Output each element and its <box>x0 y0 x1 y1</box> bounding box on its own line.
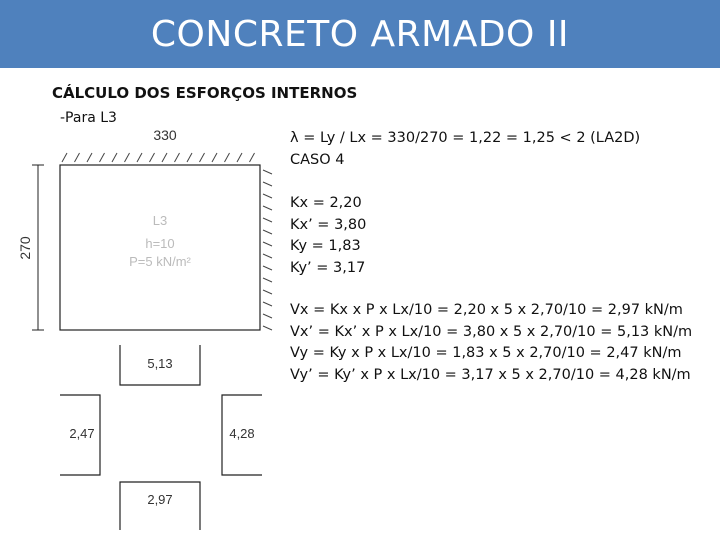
caso-line: CASO 4 <box>290 151 345 168</box>
slab-name: L3 <box>152 213 168 228</box>
page-title: CONCRETO ARMADO II <box>150 13 570 55</box>
hatch-line <box>125 153 130 162</box>
reactions-block <box>290 300 692 386</box>
hatch-line <box>263 278 272 282</box>
moment-right-value: 4,28 <box>229 426 255 441</box>
moment-left-value: 2,47 <box>69 426 95 441</box>
lambda-line: λ = Ly / Lx = 330/270 = 1,22 = 1,25 < 2 (LA2D) <box>290 130 641 146</box>
hatch-line <box>237 153 242 162</box>
coefficients-block <box>290 193 366 279</box>
hatch-line <box>187 153 192 162</box>
hatch-line <box>263 314 272 318</box>
coef-ky: Ky = 1,83 <box>290 238 361 254</box>
reaction-vy-prime: Vy’ = Ky’ x P x Lx/10 = 3,17 x 5 x 2,70/10 = 4,28 kN/m <box>290 366 691 383</box>
dim-left-label: 270 <box>17 236 33 260</box>
coef-ky-prime: Ky’ = 3,17 <box>290 259 366 276</box>
hatch-line <box>263 254 272 258</box>
hatch-line <box>263 302 272 306</box>
hatch-line <box>225 153 230 162</box>
hatch-line <box>112 153 117 162</box>
hatch-line <box>263 230 272 234</box>
dim-top-label: 330 <box>153 127 177 143</box>
hatch-line <box>263 194 272 198</box>
hatch-line <box>263 290 272 294</box>
reaction-vx: Vx = Kx x P x Lx/10 = 2,20 x 5 x 2,70/10 = 2,97 kN/m <box>290 302 683 318</box>
section-subtitle: CÁLCULO DOS ESFORÇOS INTERNOS <box>52 84 358 102</box>
coef-kx: Kx = 2,20 <box>290 195 362 211</box>
hatch-top <box>62 153 255 162</box>
hatch-line <box>263 266 272 270</box>
slab-thickness: h=10 <box>145 236 175 251</box>
hatch-line <box>62 153 67 162</box>
hatch-line <box>263 242 272 246</box>
hatch-line <box>263 206 272 210</box>
hatch-line <box>263 326 272 330</box>
hatch-line <box>263 170 272 174</box>
lambda-block <box>290 128 640 171</box>
hatch-right <box>263 170 272 330</box>
hatch-line <box>162 153 167 162</box>
hatch-line <box>200 153 205 162</box>
moment-bottom-value: 2,97 <box>147 492 173 507</box>
hatch-line <box>137 153 142 162</box>
hatch-line <box>87 153 92 162</box>
hatch-line <box>75 153 80 162</box>
hatch-line <box>250 153 255 162</box>
coef-kx-prime: Kx’ = 3,80 <box>290 216 367 233</box>
hatch-line <box>100 153 105 162</box>
slab-reference: -Para L3 <box>60 110 117 126</box>
hatch-line <box>150 153 155 162</box>
hatch-line <box>212 153 217 162</box>
slab-load: P=5 kN/m² <box>129 254 191 269</box>
hatch-line <box>263 218 272 222</box>
hatch-line <box>263 182 272 186</box>
reaction-vy: Vy = Ky x P x Lx/10 = 1,83 x 5 x 2,70/10 = 2,47 kN/m <box>290 345 682 361</box>
hatch-line <box>175 153 180 162</box>
reaction-vx-prime: Vx’ = Kx’ x P x Lx/10 = 3,80 x 5 x 2,70/10 = 5,13 kN/m <box>290 323 693 340</box>
moment-top-value: 5,13 <box>147 356 173 371</box>
